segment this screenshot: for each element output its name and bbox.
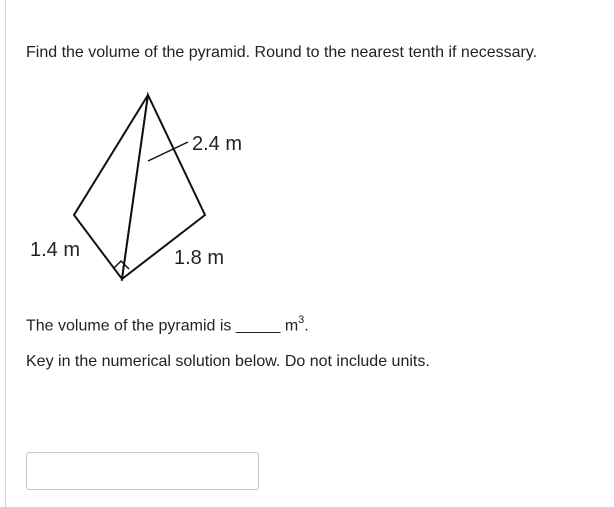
right-base-label: 1.8 m <box>174 247 225 269</box>
volume-suffix: . <box>304 317 309 335</box>
unit-exponent: 3 <box>298 314 305 326</box>
volume-unit: m <box>280 317 299 335</box>
answer-input[interactable] <box>26 452 259 490</box>
left-border <box>5 0 6 507</box>
volume-statement <box>26 315 309 335</box>
left-base-label: 1.4 m <box>30 239 81 261</box>
height-label: 2.4 m <box>192 133 243 155</box>
question-text: Find the volume of the pyramid. Round to the nearest tenth if necessary. <box>26 44 538 61</box>
instruction-text: Key in the numerical solution below. Do not include units. <box>26 353 430 370</box>
pyramid-figure <box>20 88 260 288</box>
answer-blank: _____ <box>235 317 281 335</box>
volume-prefix: The volume of the pyramid is <box>26 317 236 335</box>
